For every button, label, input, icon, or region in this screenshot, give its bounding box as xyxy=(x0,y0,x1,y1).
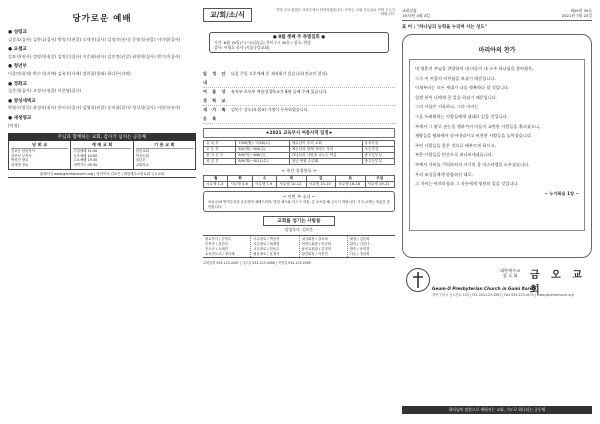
staff-entry: 여전도회장 / 이순화 xyxy=(301,241,332,246)
motto: 표 어 : "하나님의 능력을 누리며 사는 성도" xyxy=(402,25,487,30)
special-meeting-title: ● 8월 셋째 주 특별집회 ● xyxy=(272,35,326,40)
staff-entry: 사무 / 정성희 xyxy=(349,251,370,256)
table-cell: 청 년 부 xyxy=(204,159,236,165)
prayer-group-heading: ● 경화교 xyxy=(8,81,27,87)
staff-entry: 원로목사 / 김영수 xyxy=(205,237,232,242)
weekly-values-row xyxy=(204,182,395,188)
right-footer: 하나님의 말씀으로 세워지는 교회, 기도로 하나되는 공동체 xyxy=(402,406,592,414)
reading-cell: 사무엘 16-18 xyxy=(336,182,365,188)
info-cell-line: 최재영 장로 xyxy=(11,162,29,167)
senior-pastor: 담임목사: 김보은 xyxy=(284,227,314,233)
weekday-header: 화 xyxy=(228,176,252,182)
weekday-header: 주일 xyxy=(365,176,394,182)
editor-note: 이번 주보 편집은 교육부에서 담당하였습니다. 문의는 교회 사무실로 연락 주시기 바랍니다. xyxy=(276,8,395,17)
info-cell-line: 교회학교 xyxy=(135,162,149,167)
issue-number: 제45권 30호 xyxy=(570,8,592,13)
info-cell-line: 새벽기도 05:30 xyxy=(73,162,98,167)
table-cell: 8/2(월)~8/4(수) xyxy=(236,147,289,153)
staff-entry: 교육전도사 / 정다혜 xyxy=(205,251,235,256)
info-cell-line: 주일예배 11:00 xyxy=(73,149,98,154)
praise-line: 우리 조상들에게 말씀하신 대로, xyxy=(415,171,473,177)
table-cell: 8/5(목)~8/6(금) xyxy=(236,153,289,159)
table-cell: 중고등부실 xyxy=(362,159,395,165)
info-cell-title: 기 관 교 회 xyxy=(136,142,193,149)
table-row xyxy=(204,159,395,165)
praise-line: 주께서 그 팔로 권능을 행하셔서 마음이 교만한 사람들을 흩으셨으니, xyxy=(415,123,541,129)
info-cell xyxy=(134,141,195,168)
reading-cell: 사무엘 7-9 xyxy=(252,182,276,188)
info-cell-title: 예 배 교 회 xyxy=(73,142,130,149)
info-cell-title: 당 회 교 xyxy=(11,142,68,149)
table-cell: 7/26(월)~7/28(수) xyxy=(236,141,289,147)
info-cell-line: 여전도회 xyxy=(135,153,149,158)
scripture-source: ~ 누가복음 1장 ~ xyxy=(544,190,579,196)
church-name: 금 오 교 회 xyxy=(530,270,586,296)
praise-line: 그의 이름은 거룩하고, 그의 자비는 xyxy=(415,104,479,110)
staff-column xyxy=(203,236,251,257)
special-meeting-line: 기간: 8월 19일(수)~21일(금) 저녁 7시 30분 / 장소: 본당 xyxy=(214,40,311,45)
table-cell: 중고등부실 xyxy=(362,153,395,159)
prayer-group xyxy=(8,64,196,76)
reading-cell: 사무엘 1-3 xyxy=(204,182,228,188)
reading-cell: 사무엘 10-12 xyxy=(277,182,306,188)
church-address: 경북 구미시 금오산로 123 | TEL 054-123-4567 | FAX 054-123-4570 | www.geumochurch.org xyxy=(432,293,574,297)
notice-title: ~ 이번 주 소식 ~ xyxy=(282,194,316,199)
staff-entry: 재정 / 김준희 xyxy=(349,237,370,242)
staff-title: 교회를 섬기는 사람들 xyxy=(263,216,335,226)
praise-line: 내 영혼이 주님을 찬양하며 내 마음이 내 구주 하나님을 좋아함은, xyxy=(415,66,534,71)
info-cell-line: 오후예배 14:00 xyxy=(73,153,98,158)
table-cell: 하나님의 사랑을 나누는 여름 xyxy=(289,153,362,159)
contact-line: 교회전화 054-123-4567 | 사무실 054-123-4568 | 목양실 054-123-4569 xyxy=(203,261,311,266)
weekday-header: 토 xyxy=(336,176,365,182)
table-cell: 예수님과 함께 자라는 우리 xyxy=(289,147,362,153)
staff-entry: 전도사 / 오세진 xyxy=(205,246,228,251)
table-cell: 예수님이 우리 교회 xyxy=(289,141,362,147)
staff-column xyxy=(251,236,299,257)
prayer-group xyxy=(8,99,196,111)
table-cell: 중 고 등 부 xyxy=(204,153,236,159)
weekday-header: 수 xyxy=(252,176,276,182)
staff-entry: 청년회장 / 이종민 xyxy=(301,251,328,256)
prayer-group-heading: ● 청년부 xyxy=(8,64,27,70)
announcement-text: 김민수 성도(요셉교) 가정이 등록하였습니다. xyxy=(231,107,309,112)
announcement-label: 새 가 족 등 록 xyxy=(203,107,228,121)
founded-date: 1973년 4월 4일 xyxy=(402,13,430,18)
staff-entry: 시무장로 / 한동수 xyxy=(253,246,280,251)
prayer-group-members: 강보희(권사) 정명희(권찰) 김명순(집사) 이순화(권사) 김민정(권찰) 최영희(집사) 박미선(집사) xyxy=(8,53,181,59)
denomination xyxy=(500,268,520,278)
prayer-groups xyxy=(8,30,196,128)
staff-grid xyxy=(203,235,395,258)
table-cell: 초 등 부 xyxy=(204,147,236,153)
left-title: 당가로운 예배 xyxy=(72,14,132,24)
prayer-group xyxy=(8,116,196,128)
prayer-group-heading: ● 요셉교 xyxy=(8,47,27,53)
staff-column xyxy=(348,236,395,257)
prayer-group-heading: ● 성령교 xyxy=(8,30,27,35)
left-info-grid xyxy=(8,141,196,169)
prayer-group-heading: ● 새생명교 xyxy=(8,115,32,121)
special-meeting-line: 강사: 이영호 목사 (서울중앙교회) xyxy=(214,45,270,50)
info-cell-line: 청년부 xyxy=(135,158,146,163)
info-cell-line: 수요예배 19:30 xyxy=(73,158,98,163)
issue-date: 2021년 7월 25일 xyxy=(561,13,592,18)
praise-line: 힘센 분이 나에게 큰 일을 하셨기 때문입니다. xyxy=(415,94,498,100)
weekly-reading-title: < 주간 성경통독 > xyxy=(281,168,317,173)
denomination-line: 장 로 회 xyxy=(502,273,518,278)
staff-entry: 부목사 / 강전선 xyxy=(205,241,228,246)
founded-label: 교회설립 xyxy=(402,8,417,13)
reading-cell: 사무엘 4-6 xyxy=(228,182,252,188)
praise-line: 그가 이 여종의 비천함을 보셨기 때문입니다. xyxy=(415,75,496,81)
left-column xyxy=(8,8,196,416)
prayer-group xyxy=(8,47,196,59)
announcement-label: 일 정 안 내 xyxy=(203,71,228,85)
praise-line: 그 자비는 아브라함과 그 자손에게 영원히 있을 것입니다. xyxy=(415,181,519,187)
staff-entry: 시무장로 / 박상진 xyxy=(253,237,280,242)
praise-line: 그를 두려워하는 사람들에게 대대로 있을 것입니다. xyxy=(415,113,508,119)
announcement-label: 여 름 성 경 학 교 xyxy=(203,89,228,103)
staff-entry: 협동장로 / 윤재석 xyxy=(253,251,280,256)
table-cell: 유치부실 xyxy=(362,141,395,147)
staff-entry: 방송 / 송미경 xyxy=(349,246,370,251)
notice-text: 코로나19 방역수칙을 준수하여 예배드리며, 발열 체크와 마스크 착용, 손 소독을 해 주시기 바랍니다. 식사 교제는 당분간 중단합니다. xyxy=(208,200,391,209)
table-cell: 유 치 부 xyxy=(204,141,236,147)
weekday-header: 목 xyxy=(277,176,306,182)
bulletin-header xyxy=(402,8,592,21)
prayer-group-members: 이종민(형제) 박수지(자매) 김유진(자매) 정한울(형제) 최다은(자매) xyxy=(8,70,131,76)
info-cell xyxy=(71,141,133,168)
info-cell xyxy=(9,141,71,168)
reading-cell: 사무엘 19-21 xyxy=(365,182,394,188)
staff-entry: 시무장로 / 최재영 xyxy=(253,241,280,246)
prayer-group-members: 박영수(장로) 윤경자(권사) 한미숙(집사) 김영희(권찰) 송미경(집사) 정성희(집사) 이명자(권사) xyxy=(8,105,181,111)
praise-line: 주께서 자비를 기억하셔서 자기의 종 이스라엘을 도우셨습니다. xyxy=(415,161,530,167)
middle-column xyxy=(203,8,395,416)
announcement-rows xyxy=(203,70,395,124)
news-tab: 교/회/소/식 xyxy=(203,8,252,22)
staff-entry: 관리 / 김한나 xyxy=(349,241,370,246)
church-english-name: Geum-O Presbyterian Church in Gumi Korea xyxy=(432,286,536,291)
praise-frame xyxy=(402,34,592,258)
weekday-header: 금 xyxy=(306,176,335,182)
table-cell: 초등부실 xyxy=(362,147,395,153)
praise-title: 마리아의 찬가 xyxy=(478,47,516,54)
praise-line: 제왕들을 왕좌에서 끌어내리시고 비천한 사람들을 높이셨습니다. xyxy=(415,133,533,139)
prayer-group-members: 김창호(집사) 김한나(집사) 박정기(권찰) 오세진(집사) 김정미(권사) 문영숙(권찰) 이미정(집사) xyxy=(8,36,181,42)
reading-cell: 사무엘 13-15 xyxy=(306,182,335,188)
prayer-group-members: (미정) xyxy=(8,122,20,128)
announcement-text: 다음 주일 오후예배 후 제직회가 있습니다(전교인 참석). xyxy=(231,71,329,76)
staff-column xyxy=(300,236,348,257)
info-cell-line: 박상진 장로 xyxy=(11,158,29,163)
praise-text-box xyxy=(409,59,585,231)
praise-line: 이제부터는 모든 세대가 나를 행복하다 할 것입니다. xyxy=(415,85,510,91)
news-header xyxy=(203,8,395,68)
church-identity xyxy=(402,268,592,320)
prayer-group-members: 김준희(집사) 오정숙(권찰) 이은영(집사) xyxy=(8,88,82,94)
prayer-group-heading: ● 영성새벽교 xyxy=(8,98,36,104)
weekly-reading-table xyxy=(203,175,395,188)
staff-entry: 권사회장 / 강보희 xyxy=(301,237,328,242)
praise-line: 부한 사람들을 빈손으로 떠나보내셨습니다. xyxy=(415,152,494,158)
weekday-header: 월 xyxy=(204,176,228,182)
special-meeting-box xyxy=(209,32,389,53)
announcement-row xyxy=(203,106,395,124)
staff-entry: 남선교회장 / 김정미 xyxy=(301,246,332,251)
schedule-title: ★2021 교육부서 여름사역 일정★ xyxy=(203,128,395,138)
left-banner: 주님과 함께하는 교회, 감사가 넘치는 공동체 xyxy=(8,133,196,141)
schedule-table xyxy=(203,140,395,165)
notice-box xyxy=(203,191,395,212)
announcement-row xyxy=(203,88,395,106)
table-cell: 청년 연합 수련회 xyxy=(289,159,362,165)
denomination-line: 대한예수교 xyxy=(500,268,521,273)
praise-line: 주린 사람들을 좋은 것으로 배부르게 하시고, xyxy=(415,142,496,148)
prayer-group xyxy=(8,82,196,94)
info-cell-line: 강전선 부목사 xyxy=(11,153,32,158)
info-cell-line: 김보은 담임목사 xyxy=(11,149,36,154)
right-column xyxy=(402,8,592,416)
prayer-group xyxy=(8,30,196,42)
announcement-text: 유치부·초등부 여름성경학교가 8월 둘째 주에 있습니다. xyxy=(231,89,328,94)
church-logo-icon xyxy=(406,268,430,292)
left-footer: 홈페이지 www.geumochurch.org | 담임목사 김보은 | 대한예수교장로회 금오교회 xyxy=(8,170,196,178)
announcement-row xyxy=(203,70,395,88)
info-cell-line: 남선교회 xyxy=(135,149,149,154)
table-cell: 8/9(월)~8/11(수) xyxy=(236,159,289,165)
